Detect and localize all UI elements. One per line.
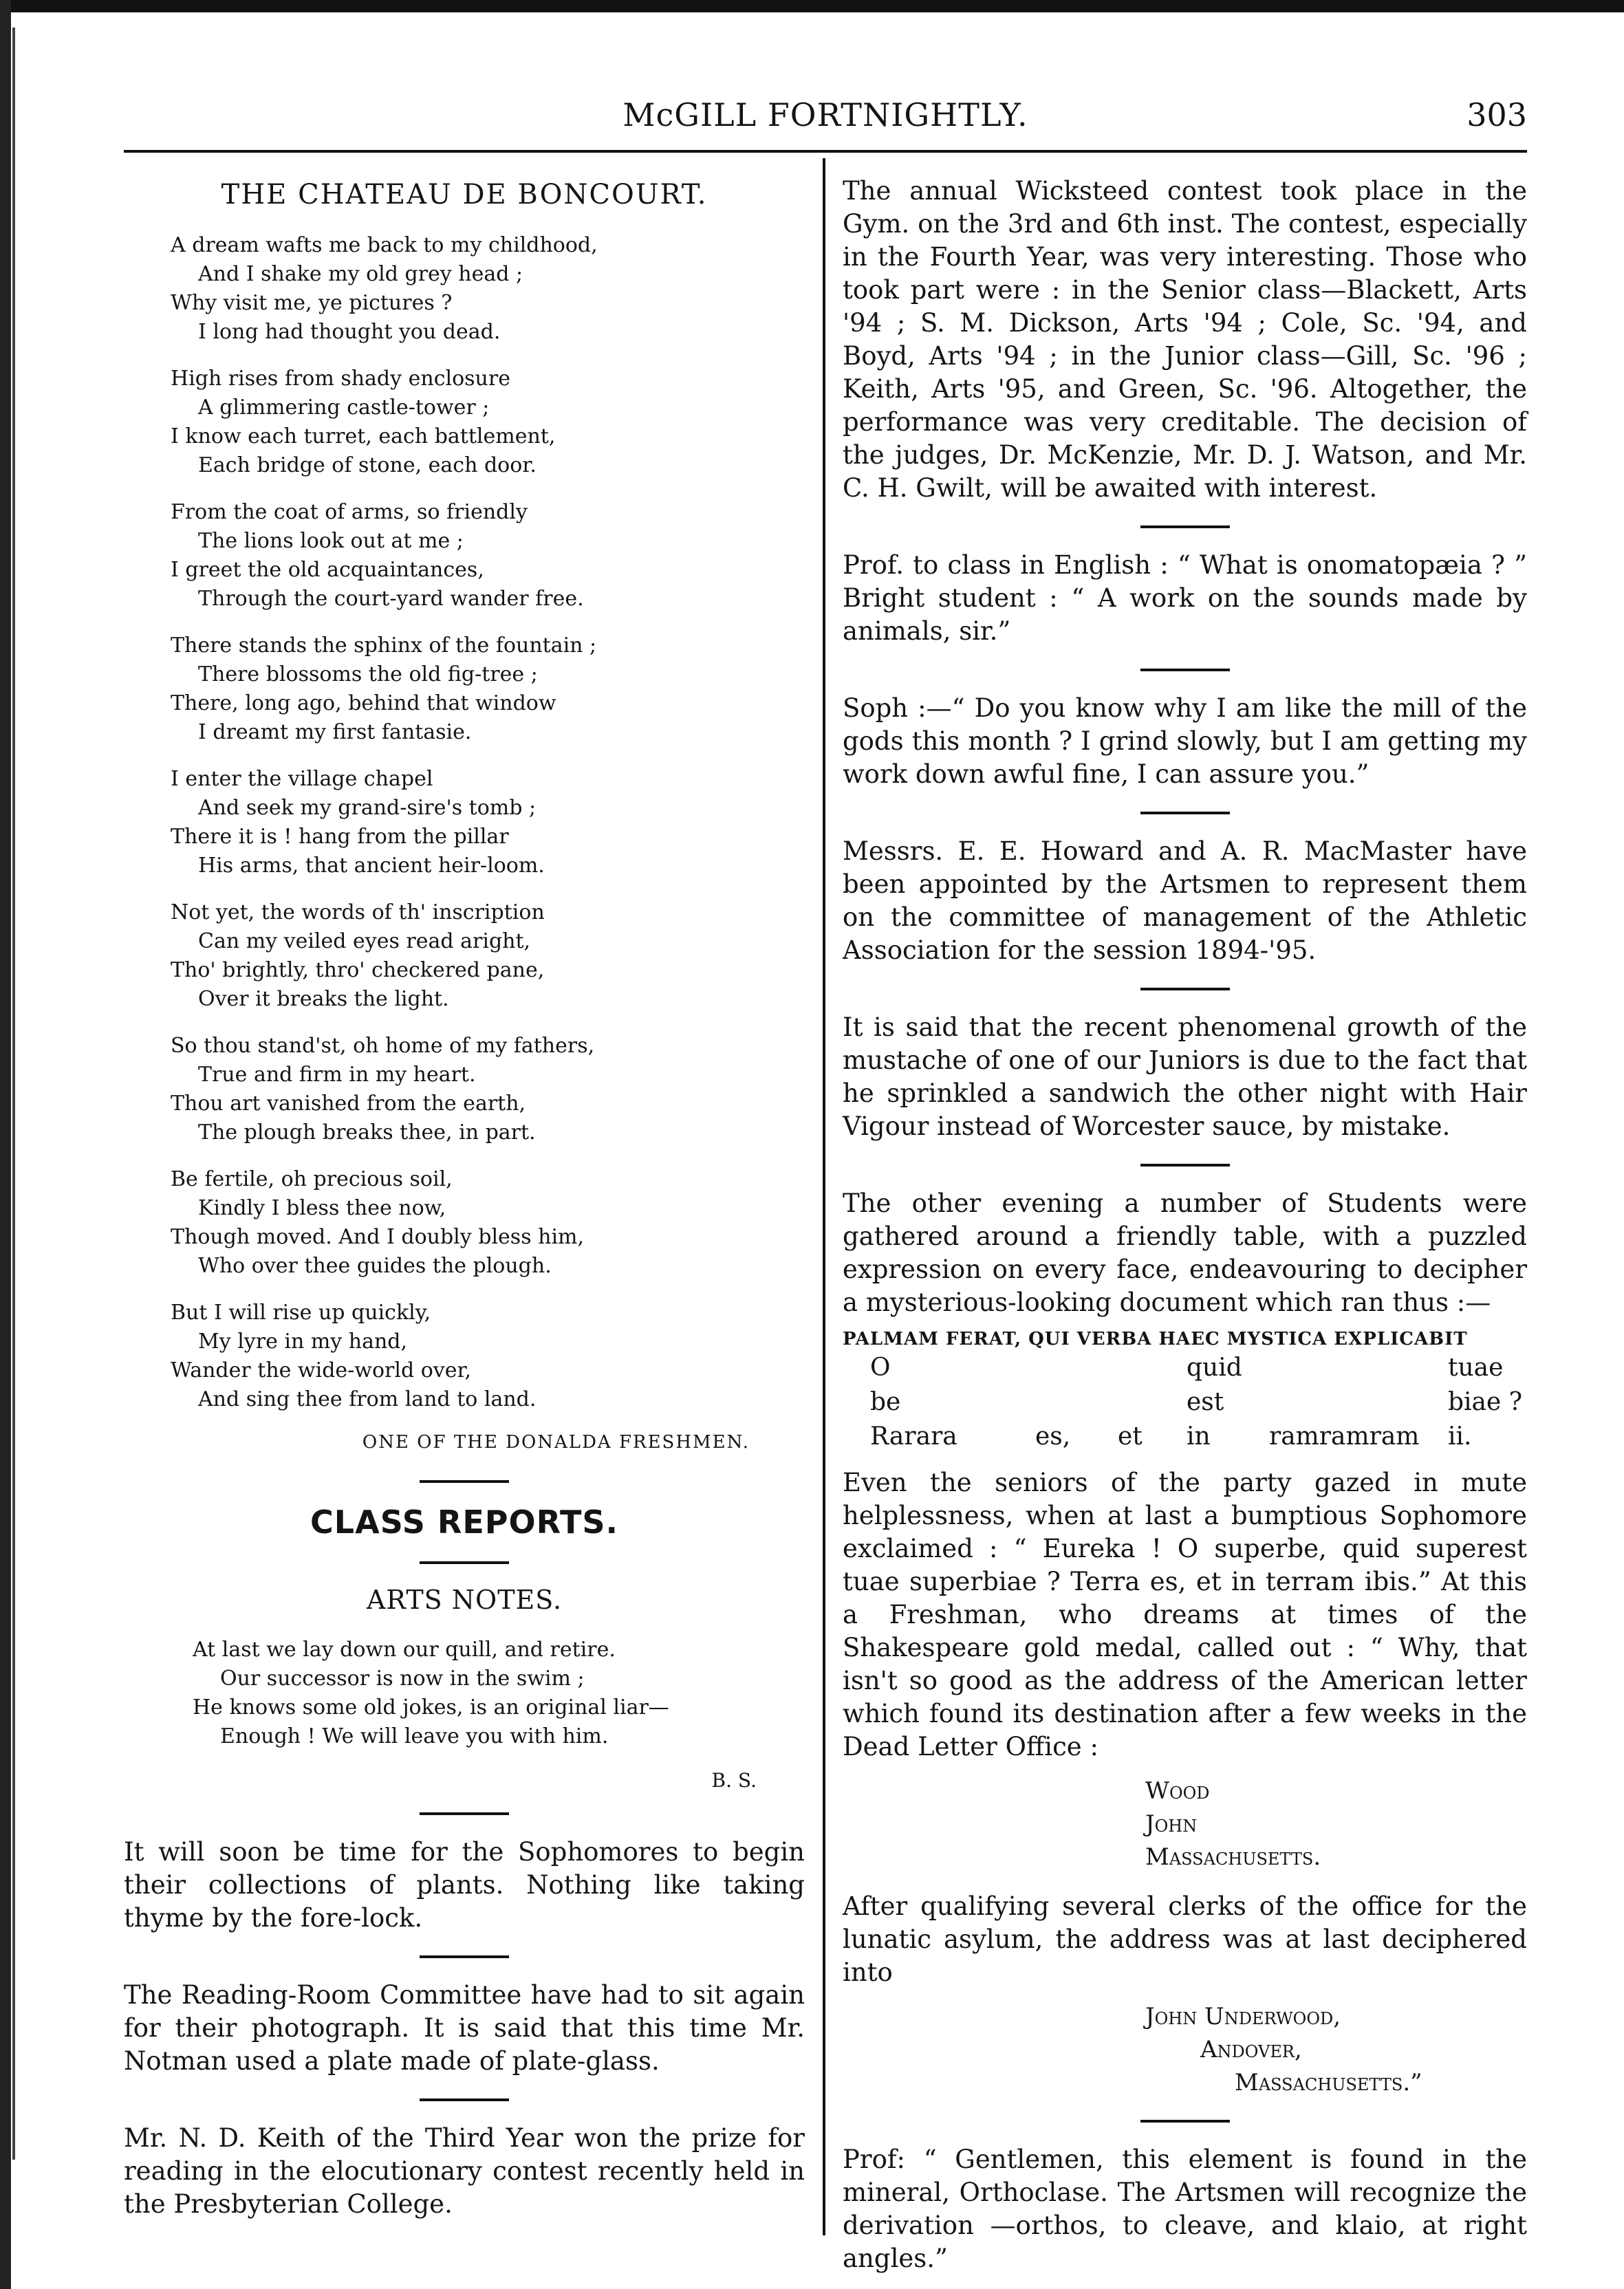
latin-word: ramramram	[1269, 1422, 1420, 1451]
latin-word: es,	[1035, 1422, 1071, 1451]
latin-word: quid	[1187, 1354, 1242, 1382]
poem-line: Not yet, the words of th' inscription	[171, 900, 545, 924]
poem-line: I know each turret, each battlement,	[171, 424, 556, 448]
poem-line: Who over thee guides the plough.	[198, 1254, 552, 1278]
news-item-onomatopoeia: Prof. to class in English : “ What is onomatopæia ? ” Bright student : “ A work on the sounds made by animals, sir.”	[843, 550, 1527, 646]
poem-title: THE CHATEAU DE BONCOURT.	[221, 179, 708, 210]
header-rule	[124, 150, 1527, 153]
news-item-mustache: It is said that the recent phenomenal growth of the mustache of one of our Juniors is due to the fact that he sprinkled a sandwich the other night with Hair Vigour instead of Worcester sauce, by mistake.	[843, 1012, 1527, 1141]
poem-stanza	[171, 1165, 805, 1281]
separator-rule	[420, 1812, 509, 1815]
poem-line: Be fertile, oh precious soil,	[171, 1167, 453, 1191]
address-line: Massachusetts.”	[1235, 2069, 1422, 2096]
news-item-wicksteed: The annual Wicksteed contest took place in the Gym. on the 3rd and 6th inst. The contest, especially in the Fourth Year, was very interesting. Those who took part were : in the Senior class—Blackett, Arts '94 ; S. M. Dickson, Arts '94 ; Cole, Sc. '94, and Boyd, Arts '94 ; in the Junior class—Gill, Sc. '96 ; Keith, Arts '95, and Green, Sc. '96. Altogether, the performance was very creditable. The decision of the judges, Dr. McKenzie, Mr. D. J. Watson, and Mr. C. H. Gwilt, will be awaited with interest.	[843, 176, 1527, 503]
poem-line: Why visit me, ye pictures ?	[171, 291, 453, 315]
poem-stanza	[171, 231, 805, 347]
verse-signature: B. S.	[711, 1769, 757, 1792]
latin-word: O	[870, 1354, 891, 1382]
poem-line: Through the court-yard wander free.	[198, 587, 584, 611]
separator-rule	[1140, 525, 1230, 528]
poem-line: Thou art vanished from the earth,	[171, 1092, 526, 1116]
latin-word: Rarara	[870, 1422, 957, 1451]
poem-stanza	[171, 765, 805, 880]
news-item-eureka: Even the seniors of the party gazed in mute helplessness, when at last a bumptious Sophomore exclaimed : “ Eureka ! O superbe, quid superest tuae superbiae ? Terra es, et in terram ibis.” At this a Freshman, who dreams at times of the Shakespeare gold medal, called out : “ Why, that isn't so good as the address of the American letter which found its destination after a few weeks in the Dead Letter Office :	[843, 1468, 1527, 1761]
verse-line: At last we lay down our quill, and retire.	[193, 1638, 616, 1662]
verse-line: Enough ! We will leave you with him.	[220, 1724, 609, 1748]
poem-line: Kindly I bless thee now,	[198, 1196, 446, 1220]
news-item-orthoclase: Prof: “ Gentlemen, this element is found in the mineral, Orthoclase. The Artsmen will recognize the derivation —orthos, to cleave, and klaio, at right angles.”	[843, 2145, 1527, 2273]
page-binding-line	[12, 28, 15, 2160]
poem-line: My lyre in my hand,	[198, 1330, 408, 1354]
separator-rule	[1140, 2120, 1230, 2123]
page-header	[124, 96, 1527, 144]
poem-line: There it is ! hang from the pillar	[171, 825, 509, 849]
latin-word: et	[1118, 1422, 1143, 1451]
poem-line: There blossoms the old fig-tree ;	[198, 662, 538, 686]
page-left-edge	[0, 0, 11, 2289]
separator-rule	[420, 1955, 509, 1958]
poem-line: Tho' brightly, thro' checkered pane,	[171, 958, 545, 982]
latin-row	[843, 1354, 1527, 1388]
poem-stanza	[171, 1032, 805, 1147]
separator-rule	[1140, 1164, 1230, 1167]
arts-notes-verse	[193, 1636, 805, 1751]
separator-rule	[420, 2098, 509, 2101]
address-line: John Underwood,	[1145, 2003, 1341, 2030]
address-block-2	[843, 2000, 1527, 2099]
poem-line: I enter the village chapel	[171, 767, 433, 791]
separator-rule	[1140, 812, 1230, 814]
latin-heading: PALMAM FERAT, QUI VERBA HAEC MYSTICA EXPLICABIT	[843, 1329, 1468, 1349]
poem-line: Each bridge of stone, each door.	[198, 453, 537, 477]
column-divider	[823, 158, 825, 2235]
poem-line: His arms, that ancient heir-loom.	[198, 854, 545, 878]
poem-line: Over it breaks the light.	[198, 987, 449, 1011]
poem-signature: ONE OF THE DONALDA FRESHMEN.	[362, 1432, 750, 1453]
poem-line: Though moved. And I doubly bless him,	[171, 1225, 585, 1249]
poem-line: Can my veiled eyes read aright,	[198, 929, 531, 953]
poem-stanza	[171, 498, 805, 614]
section-title-class-reports: CLASS REPORTS.	[310, 1504, 618, 1541]
poem-line: I greet the old acquaintances,	[171, 558, 484, 582]
address-line: John	[1145, 1810, 1198, 1838]
latin-word: be	[870, 1388, 901, 1416]
news-item-document: The other evening a number of Students were gathered around a friendly table, with a puzzled expression on every face, endeavouring to decipher a mysterious-looking document which ran thus :—	[843, 1189, 1527, 1317]
latin-row	[843, 1422, 1527, 1457]
poem-line: From the coat of arms, so friendly	[171, 500, 528, 524]
poem-line: The plough breaks thee, in part.	[198, 1120, 536, 1144]
verse-line: He knows some old jokes, is an original liar—	[193, 1695, 669, 1720]
poem-line: A glimmering castle-tower ;	[198, 395, 490, 420]
latin-word: ii.	[1448, 1422, 1472, 1451]
left-column	[124, 172, 805, 2221]
poem-stanza	[171, 631, 805, 747]
verse-line: Our successor is now in the swim ;	[220, 1667, 585, 1691]
poem-line: And I shake my old grey head ;	[198, 262, 523, 286]
poem-line: There, long ago, behind that window	[171, 691, 556, 715]
separator-rule	[1140, 669, 1230, 671]
news-item-soph: Soph :—“ Do you know why I am like the mill of the gods this month ? I grind slowly, but I am getting my work down awful fine, I can assure you.”	[843, 693, 1527, 789]
poem-line: High rises from shady enclosure	[171, 367, 510, 391]
latin-word: biae ?	[1448, 1388, 1523, 1416]
news-item: Mr. N. D. Keith of the Third Year won the prize for reading in the elocutionary contest recently held in the Presbyterian College.	[124, 2123, 805, 2219]
news-item-deciphered: After qualifying several clerks of the office for the lunatic asylum, the address was at last deciphered into	[843, 1891, 1527, 1987]
separator-rule	[1140, 988, 1230, 990]
poem-line: But I will rise up quickly,	[171, 1301, 431, 1325]
news-item-athletic: Messrs. E. E. Howard and A. R. MacMaster have been appointed by the Artsmen to represent them on the committee of management of the Athletic Association for the session 1894-'95.	[843, 836, 1527, 965]
latin-word: est	[1187, 1388, 1224, 1416]
latin-word: in	[1187, 1422, 1211, 1451]
poem-line: A dream wafts me back to my childhood,	[171, 233, 598, 257]
news-item: The Reading-Room Committee have had to sit again for their photograph. It is said that this time Mr. Notman used a plate made of plate-glass.	[124, 1980, 805, 2076]
poem-line: And sing thee from land to land.	[198, 1387, 537, 1411]
poem-stanza	[171, 1299, 805, 1414]
separator-rule	[420, 1480, 509, 1483]
poem-line: And seek my grand-sire's tomb ;	[198, 796, 537, 820]
address-line: Wood	[1145, 1777, 1210, 1805]
address-block-1	[843, 1775, 1527, 1874]
poem-line: I long had thought you dead.	[198, 320, 501, 344]
poem-body	[124, 231, 805, 1414]
poem-line: So thou stand'st, oh home of my fathers,	[171, 1034, 595, 1058]
page-number: 303	[1466, 96, 1527, 133]
right-column	[843, 172, 1527, 2275]
latin-row	[843, 1388, 1527, 1422]
poem-line: Wander the wide-world over,	[171, 1358, 472, 1382]
poem-stanza	[171, 365, 805, 480]
address-line: Andover,	[1200, 2036, 1302, 2063]
journal-title: McGILL FORTNIGHTLY.	[622, 96, 1028, 133]
latin-word: tuae	[1448, 1354, 1504, 1382]
page-top-edge	[0, 0, 1624, 12]
poem-line: True and firm in my heart.	[198, 1063, 476, 1087]
subsection-title-arts-notes: ARTS NOTES.	[366, 1585, 563, 1615]
poem-line: There stands the sphinx of the fountain ;	[171, 633, 597, 658]
address-line: Massachusetts.	[1145, 1843, 1321, 1871]
poem-line: The lions look out at me ;	[198, 529, 464, 553]
separator-rule	[420, 1561, 509, 1564]
poem-stanza	[171, 898, 805, 1014]
poem-line: I dreamt my first fantasie.	[198, 720, 472, 744]
news-item: It will soon be time for the Sophomores to begin their collections of plants. Nothing like taking thyme by the fore-lock.	[124, 1837, 805, 1933]
